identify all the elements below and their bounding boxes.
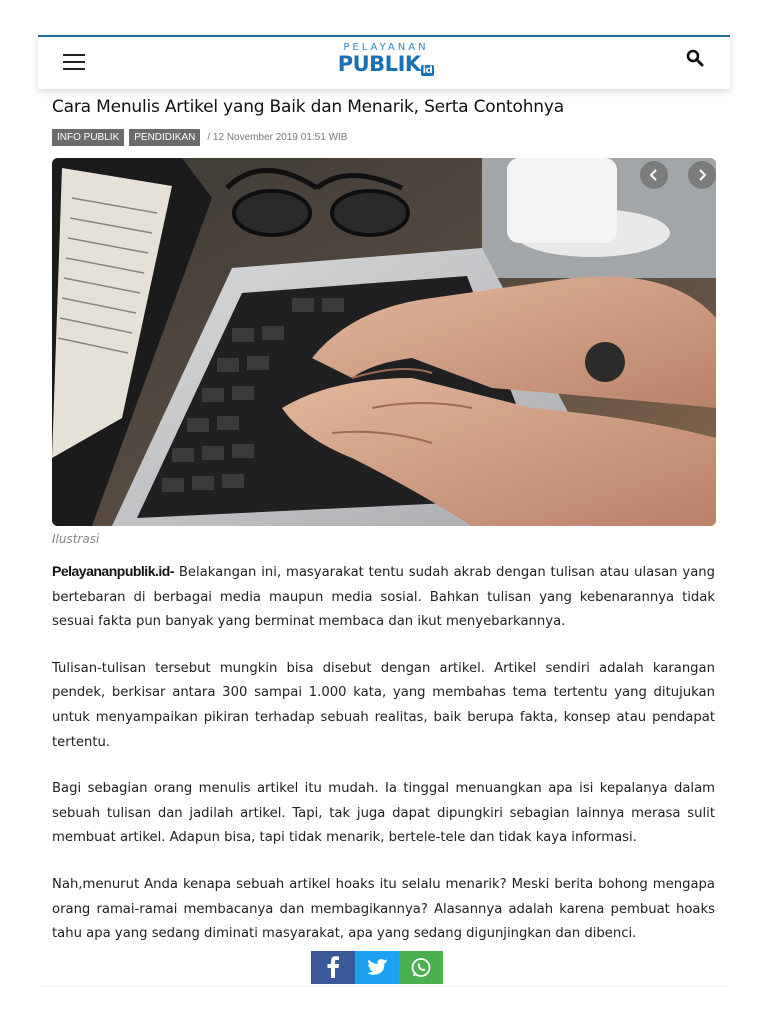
slider-prev-button[interactable]: [640, 161, 668, 189]
paragraph-1-text: Belakangan ini, masyarakat tentu sudah akrab dengan tulisan atau ulasan yang bertebaran di berbagai media maupun media sosial. Bahkan tulisan yang kebenarannya tidak sesuai fakta pun banyak yang berminat membaca dan ikut menyebarkannya.: [52, 565, 715, 630]
logo-main-text: [328, 54, 444, 81]
facebook-icon: [311, 951, 355, 984]
chevron-right-icon: [696, 168, 708, 182]
slider-next-button[interactable]: [688, 161, 716, 189]
site-logo[interactable]: [328, 42, 444, 80]
chevron-left-icon: [648, 168, 660, 182]
article-title: Cara Menulis Artikel yang Baik dan Menarik, Serta Contohnya: [52, 97, 564, 117]
publish-date: / 12 November 2019 01:51 WIB: [207, 131, 348, 143]
facebook-share-button[interactable]: [311, 951, 355, 984]
site-header: [38, 35, 730, 89]
paragraph-1: [52, 559, 715, 635]
image-caption: Ilustrasi: [52, 532, 100, 546]
twitter-icon: [355, 951, 399, 984]
paragraph-3: Bagi sebagian orang menulis artikel itu mudah. Ia tinggal menuangkan apa isi kepalanya dalam sebuah tulisan dan jadilah artikel. Tapi, tak juga dapat dipungkiri sebagian lainnya merasa sulit membuat artikel. Adapun bisa, tapi tidak menarik, bertele-tele dan tidak kaya informasi.: [52, 781, 715, 846]
logo-suffix: id: [422, 65, 433, 76]
whatsapp-icon: [399, 951, 443, 984]
logo-main-word: PUBLIK: [337, 52, 421, 76]
share-bar: [311, 951, 443, 984]
menu-icon[interactable]: [63, 54, 85, 70]
footer-divider: [40, 986, 728, 987]
tag-info-publik[interactable]: INFO PUBLIK: [52, 129, 124, 146]
logo-top-text: PELAYANAN: [343, 42, 429, 53]
article-body: [52, 559, 715, 969]
twitter-share-button[interactable]: [355, 951, 399, 984]
tag-pendidikan[interactable]: PENDIDIKAN: [129, 129, 200, 146]
whatsapp-share-button[interactable]: [399, 951, 443, 984]
paragraph-2: Tulisan-tulisan tersebut mungkin bisa disebut dengan artikel. Artikel sendiri adalah karangan pendek, berkisar antara 300 sampai 1.000 kata, yang membahas tema tertentu yang ditujukan untuk menyampaikan pikiran terhadap sebuah realitas, baik berupa fakta, konsep atau pendapat tertentu.: [52, 660, 715, 750]
paragraph-4: Nah,menurut Anda kenapa sebuah artikel hoaks itu selalu menarik? Meski berita bohong mengapa orang ramai-ramai membacanya dan membagikannya? Alasannya adalah karena pembuat hoaks tahu apa yang sedang diminati masyarakat, apa yang sedang digunjingkan dan dibenci.: [52, 876, 715, 942]
hero-image: [52, 158, 716, 526]
search-icon[interactable]: [686, 49, 706, 69]
source-label: Pelayananpublik.id-: [52, 563, 174, 579]
article-meta: [52, 128, 347, 146]
